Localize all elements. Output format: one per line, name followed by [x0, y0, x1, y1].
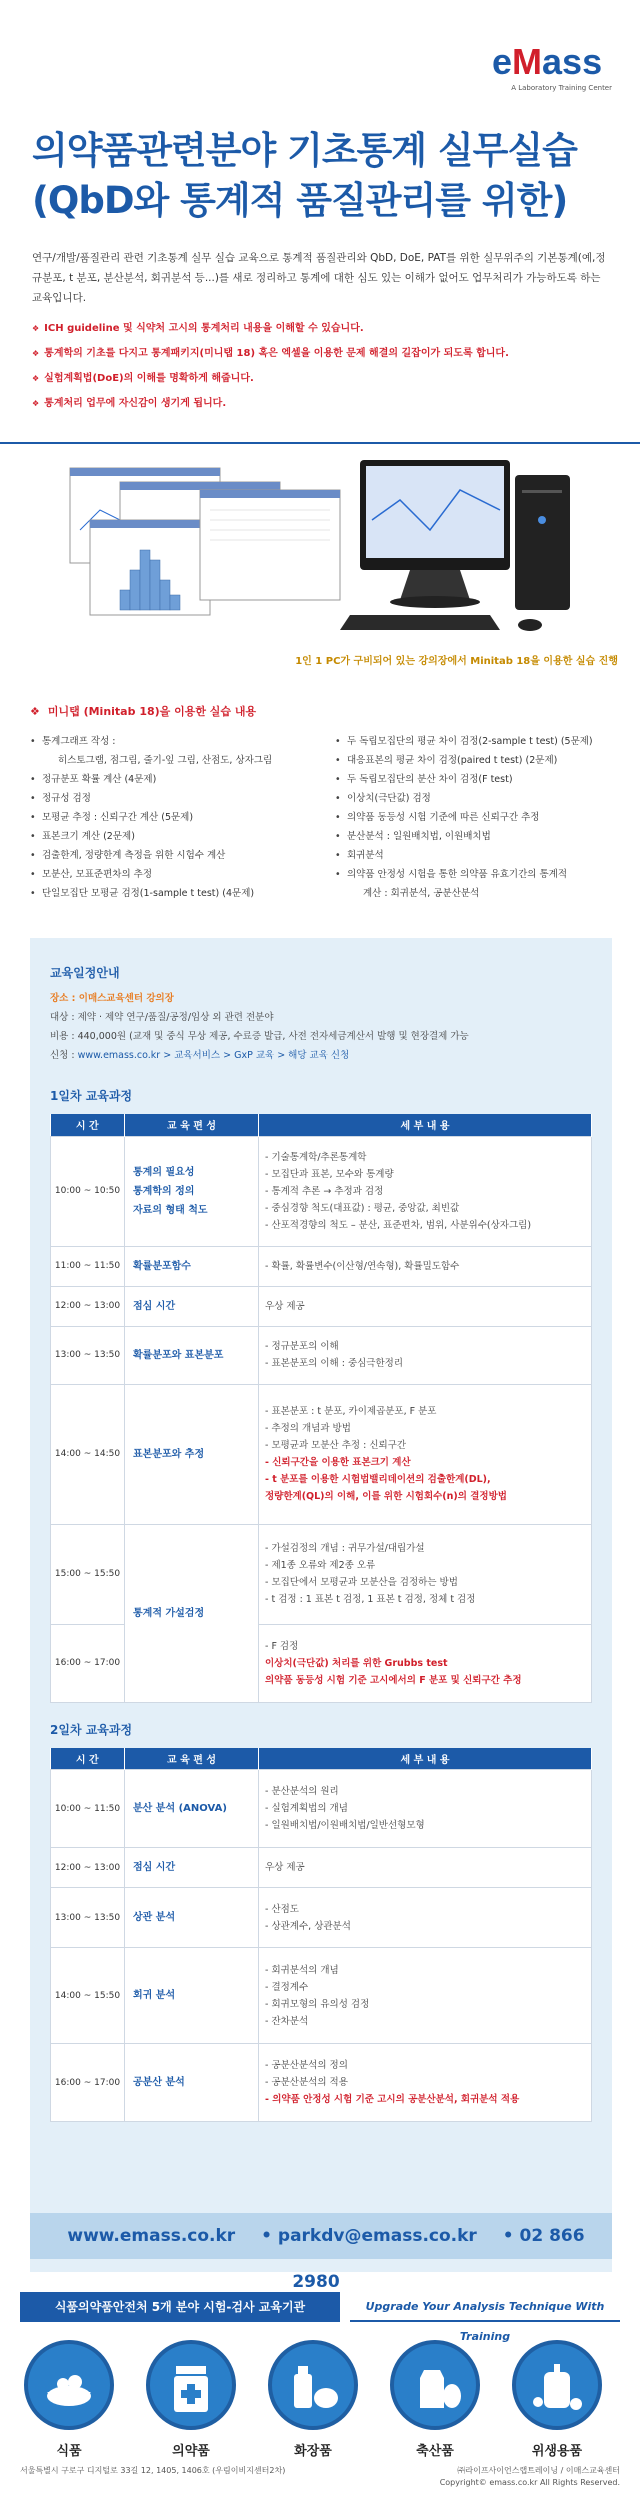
list-item: • 의약품 안정성 시험을 통한 의약품 유효기간의 통계적 — [335, 865, 635, 884]
day1-table — [50, 1114, 592, 1703]
table-header: 시 간 교 육 편 성 세 부 내 용 — [51, 1748, 592, 1770]
milk-icon — [390, 2340, 480, 2430]
list-item: 히스토그램, 점그림, 줄기-잎 그림, 산점도, 상자그림 — [58, 755, 273, 766]
logo-subtitle: A Laboratory Training Center — [511, 84, 612, 92]
table-row: 13:00 ~ 13:50 상관 분석 - 산점도 - 상관계수, 상관분석 — [51, 1888, 592, 1948]
fee-text: 비용 : 440,000원 (교재 및 중식 무상 제공, 수료증 발급, 사전 전자세금계산서 발행 및 현장결제 가능 — [50, 1031, 469, 1042]
intro-text: 연구/개발/품질관리 관련 기초통계 실무 실습 교육으로 통계적 품질관리와 QbD, DoE, PAT를 위한 실무위주의 기본통계(예,정규분포, t 분포, 분산분석, 회귀분석 등...)를 새로 정리하고 통계에 대한 심도 있는 이해가 없어도 업무처리가 가능하도록 하는 교육입니다. — [32, 252, 606, 304]
diamond-icon: ❖ — [30, 705, 40, 718]
medicine-icon — [146, 2340, 236, 2430]
list-item: • 검출한계, 정량한계 측정을 위한 시험수 계산 — [30, 846, 330, 865]
emass-logo: eMass A Laboratory Training Center — [492, 41, 612, 92]
table-row: 15:00 ~ 15:50 통계적 가설검정 - 가설검정의 개념 : 귀무가설/대립가설 - 제1종 오류와 제2종 오류 - 모집단에서 모평균과 모분산을 검정하는 방법 - t 검정 : 1 표본 t 검정, 1 표본 t 검정, 정체 t 검정 — [51, 1524, 592, 1624]
title-line-1: 의약품관련분야 기초통계 실무실습 — [32, 129, 577, 172]
goal-bullets — [32, 322, 612, 422]
list-item: • 통계그래프 작성 : — [30, 732, 330, 751]
title-line-2: (QbD와 통계적 품질관리를 위한) — [32, 179, 568, 222]
computer-software-image — [60, 450, 600, 640]
training-illustration — [60, 450, 600, 640]
illustration-caption: 1인 1 PC가 구비되어 있는 강의장에서 Minitab 18을 이용한 실습 진행 — [295, 656, 618, 667]
category-label: 식품 — [56, 2444, 82, 2459]
category-hygiene — [512, 2340, 602, 2459]
category-livestock — [390, 2340, 480, 2459]
list-item: • 정규성 검정 — [30, 789, 330, 808]
list-item: • 두 독립모집단의 분산 차이 검정(F test) — [335, 770, 635, 789]
list-item: • 모평균 추정 : 신뢰구간 계산 (5문제) — [30, 808, 330, 827]
schedule-info-title: 교육일정안내 — [50, 966, 120, 980]
diamond-icon: ❖ — [32, 399, 40, 408]
category-label: 축산품 — [416, 2444, 454, 2459]
category-food — [24, 2340, 114, 2459]
diamond-icon: ❖ — [32, 349, 40, 358]
category-label: 화장품 — [294, 2444, 332, 2459]
target-text: 대상 : 제약 · 제약 연구/품질/공정/임상 외 관련 전분야 — [50, 1012, 274, 1023]
table-row: 16:00 ~ 17:00 공분산 분석 - 공분산분석의 정의 - 공분산분석의 적용 - 의약품 안정성 시험 기준 고시의 공분산분석, 회귀분석 적용 — [51, 2044, 592, 2122]
hygiene-icon — [512, 2340, 602, 2430]
table-row: 10:00 ~ 10:50 통계의 필요성 통계학의 정의 자료의 형태 척도 - 기술통계학/추론통계학 - 모집단과 표본, 모수와 통계량 - 통계적 추론 → 추정과 검정 - 중심경향 척도(대표값) : 평균, 중앙값, 최빈값 - 산포적경향의 척도 – 분산, 표준편차, 범위, 사분위수(상자그림) — [51, 1136, 592, 1246]
table-row: 14:00 ~ 15:50 회귀 분석 - 회귀분석의 개념 - 결정계수 - 회귀모형의 유의성 검정 - 잔차분석 — [51, 1948, 592, 2044]
apply-link[interactable]: www.emass.co.kr > 교육서비스 > GxP 교육 > 해당 교육 신청 — [77, 1050, 350, 1061]
page-title — [32, 126, 622, 226]
food-icon — [24, 2340, 114, 2430]
goal-item: ❖ 실험계획법(DoE)의 이해를 명확하게 해줍니다. — [32, 373, 254, 384]
table-header: 시 간 교 육 편 성 세 부 내 용 — [51, 1114, 592, 1136]
list-item: • 표본크기 계산 (2문제) — [30, 827, 330, 846]
institution-band — [20, 2292, 620, 2343]
day1-title: 1일차 교육과정 — [50, 1089, 133, 1103]
category-medicine — [146, 2340, 236, 2459]
goal-item: ❖ 통계학의 기초를 다지고 통계패키지(미니탭 18) 혹은 엑셀을 이용한 문제 해결의 길잡이가 되도록 합니다. — [32, 348, 509, 359]
practice-list-right — [335, 732, 635, 903]
practice-list-left — [30, 732, 330, 903]
cosmetics-icon — [268, 2340, 358, 2430]
list-item: • 이상치(극단값) 검정 — [335, 789, 635, 808]
phone-number: • 02 866 2980 — [292, 2226, 585, 2292]
email-link[interactable]: • parkdv@emass.co.kr — [261, 2226, 477, 2246]
list-item: • 의약품 동등성 시험 기준에 따른 신뢰구간 추정 — [335, 808, 635, 827]
list-item: • 모분산, 모표준편차의 추정 — [30, 865, 330, 884]
place-text: 장소 : 이매스교육센터 강의장 — [50, 993, 174, 1004]
institution-label: 식품의약품안전처 5개 분야 시험-검사 교육기관 — [20, 2292, 340, 2322]
footer-company: ㈜라이프사이언스랩트레이닝 / 이매스교육센터 Copyright© emass.co.kr All Rights Reserved. — [439, 2466, 620, 2487]
diamond-icon: ❖ — [32, 374, 40, 383]
table-row: 16:00 ~ 17:00 - F 검정 이상치(극단값) 처리를 위한 Grubbs test 의약품 동등성 시험 기준 고시에서의 F 분포 및 신뢰구간 추정 — [51, 1624, 592, 1702]
table-row: 10:00 ~ 11:50 분산 분석 (ANOVA) - 분산분석의 원리 - 실험계획법의 개념 - 일원배치법/이원배치법/일반선형모형 — [51, 1770, 592, 1848]
list-item: 계산 : 회귀분석, 공분산분석 — [363, 888, 480, 899]
list-item: • 분산분석 : 일원배치법, 이원배치법 — [335, 827, 635, 846]
contact-bar — [30, 2213, 612, 2292]
table-row: 12:00 ~ 13:00 점심 시간 우상 제공 — [51, 1286, 592, 1326]
divider — [0, 442, 640, 444]
list-item: • 정규분포 확률 계산 (4문제) — [30, 770, 330, 789]
list-item: • 두 독립모집단의 평균 차이 검정(2-sample t test) (5문제) — [335, 732, 635, 751]
list-item: • 단일모집단 모평균 검정(1-sample t test) (4문제) — [30, 884, 330, 903]
list-item: • 대응표본의 평균 차이 검정(paired t test) (2문제) — [335, 751, 635, 770]
table-row: 12:00 ~ 13:00 점심 시간 우상 제공 — [51, 1848, 592, 1888]
table-row: 13:00 ~ 13:50 확률분포와 표본분포 - 정규분포의 이해 - 표본분포의 이해 : 중심극한정리 — [51, 1326, 592, 1384]
day2-table — [50, 1748, 592, 2123]
category-cosmetics — [268, 2340, 358, 2459]
goal-item: ❖ 통계처리 업무에 자신감이 생기게 됩니다. — [32, 398, 227, 409]
diamond-icon: ❖ — [32, 324, 40, 333]
list-item: • 회귀분석 — [335, 846, 635, 865]
schedule-info: 장소 : 이매스교육센터 강의장 대상 : 제약 · 제약 연구/품질/공정/임상 외 관련 전분야 비용 : 440,000원 (교재 및 중식 무상 제공, 수료증 발급, 사전 전자세금계산서 발행 및 현장결제 가능 신청 : www.emass.co.kr > 교육서비스 > GxP 교육 > 해당 교육 신청 — [50, 989, 592, 1065]
category-label: 의약품 — [172, 2444, 210, 2459]
practice-section-title: ❖ 미니탭 (Minitab 18)을 이용한 실습 내용 — [30, 705, 257, 718]
day2-title: 2일차 교육과정 — [50, 1722, 133, 1737]
table-row: 11:00 ~ 11:50 확률분포함수 - 확률, 확률변수(이산형/연속형), 확률밀도함수 — [51, 1246, 592, 1286]
slogan: Upgrade Your Analysis Technique With Training — [350, 2292, 620, 2322]
footer-address: 서울특별시 구로구 디지털로 33길 12, 1405, 1406호 (우림이비지센터2차) — [20, 2466, 286, 2475]
website-link[interactable]: www.emass.co.kr — [67, 2226, 236, 2246]
schedule-panel — [30, 938, 612, 2272]
table-row: 14:00 ~ 14:50 표본분포와 추정 - 표본분포 : t 분포, 카이제곱분포, F 분포 - 추정의 개념과 방법 - 모평균과 모분산 추정 : 신뢰구간 - 신뢰구간을 이용한 표본크기 계산 - t 분포를 이용한 시험법밸리데이션의 검출한계(DL), 정량한계(QL)의 이해, 이를 위한 시험회수(n)의 결정방법 — [51, 1384, 592, 1524]
category-label: 위생용품 — [531, 2444, 583, 2459]
goal-item: ❖ ICH guideline 및 식약처 고시의 통계처리 내용을 이해할 수 있습니다. — [32, 323, 364, 334]
